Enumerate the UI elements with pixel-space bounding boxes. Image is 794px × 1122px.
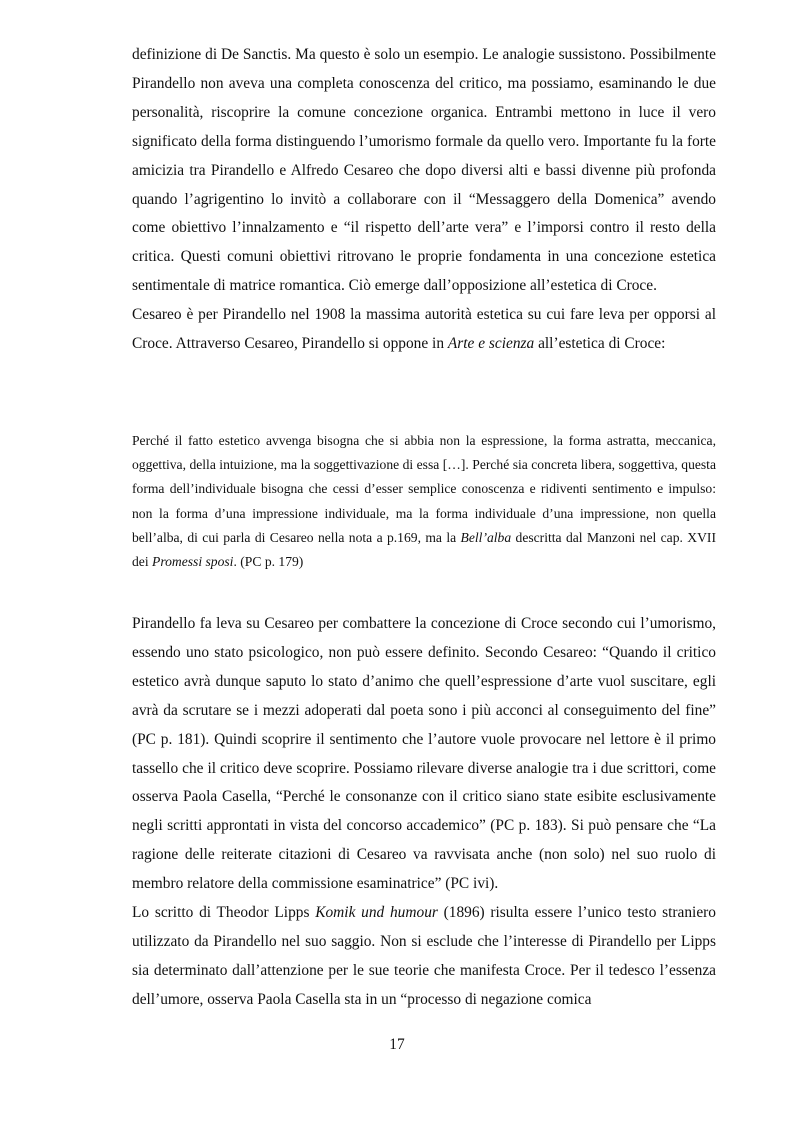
paragraph-pirandello-cesareo: Pirandello fa leva su Cesareo per combattere la concezione di Croce secondo cui l’umorismo, essendo uno stato psicologico, non può essere definito. Secondo Cesareo: “Quando il critico estetico avrà dunque saputo lo stato d’animo che quell’espressione d’arte vuol suscitare, egli avrà da scrutare se i mezzi adoperati dal poeta sono i più acconci al conseguimento del fine” (PC p. 181). Quindi scoprire il sentimento che l’autore vuole provocare nel lettore è il primo tassello che il critico deve scoprire. Possiamo rilevare diverse analogie tra i due scrittori, come osserva Paola Casella, “Perché le consonanze con il critico siano state esibite esclusivamente negli scritti approntati in vista del concorso accademico” (PC p. 183). Si può pensare che “La ragione delle reiterate citazioni di Cesareo va ravvisata anche (non solo) nel suo ruolo di membro relatore della commissione esaminatrice” (PC ivi). [132, 615, 716, 893]
quote-text [132, 429, 716, 574]
paragraph-lipps-text: Lo scritto di Theodor Lipps [132, 904, 316, 922]
paragraph-lipps-tail: (1896) risulta essere l’unico testo straniero utilizzato da Pirandello nel suo saggio. Non si esclude che l’interesse di Pirandello per Lipps sia determinato dall’attenzione per le sue teorie che manifesta Croce. Per il tedesco l’essenza dell’umore, osserva Paola Casella sta in un “processo di negazione comica [132, 904, 716, 1008]
title-promessi-sposi: Promessi sposi [152, 554, 234, 570]
paragraph-cesareo [132, 301, 716, 359]
paragraph-lipps [132, 899, 716, 1015]
block-quote [132, 429, 716, 574]
paragraph-cesareo-tail: all’estetica di Croce: [534, 335, 666, 353]
title-komik-und-humour: Komik und humour [315, 904, 438, 922]
quote-part-2: descritta dal Manzoni nel cap. XVII dei [132, 529, 716, 570]
body-text-upper [132, 41, 716, 359]
body-text-lower [132, 610, 716, 1015]
title-arte-e-scienza: Arte e scienza [447, 335, 535, 353]
title-bell-alba: Bell’alba [460, 529, 512, 545]
quote-part-1: Perché il fatto estetico avvenga bisogna che si abbia non la espressione, la forma astratta, meccanica, oggettiva, della intuizione, ma la soggettivazione di essa […]. Perché sia concreta libera, soggettiva, questa forma dell’individuale bisogna che cessi d’esser semplice conoscenza e ridiventi sentimento e impulso: non la forma d’una impressione individuale, ma la forma individuale d’una impressione, non quella bell’alba, di cui parla di Cesareo nella nota a p.169, ma la [132, 433, 716, 545]
page-number: 17 [389, 1036, 405, 1053]
paragraph-cesareo-text: Cesareo è per Pirandello nel 1908 la massima autorità estetica su cui fare leva per opporsi al Croce. Attraverso Cesareo, Pirandello si oppone in [132, 306, 716, 353]
paragraph-de-sanctis: definizione di De Sanctis. Ma questo è solo un esempio. Le analogie sussistono. Possibilmente Pirandello non aveva una completa conoscenza del critico, ma possiamo, esaminando le due personalità, riscoprire la comune concezione organica. Entrambi mettono in luce il vero significato della forma distinguendo l’umorismo formale da quello vero. Importante fu la forte amicizia tra Pirandello e Alfredo Cesareo che dopo diversi alti e bassi divenne più profonda quando l’agrigentino lo invitò a collaborare con il “Messaggero della Domenica” avendo come obiettivo l’innalzamento e “il rispetto dell’arte vera” e l’imporsi contro il resto della critica. Questi comuni obiettivi ritrovano le proprie fondamenta in una concezione estetica sentimentale di matrice romantica. Ciò emerge dall’opposizione all’estetica di Croce. [132, 46, 716, 295]
quote-citation: . (PC p. 179) [233, 554, 304, 570]
